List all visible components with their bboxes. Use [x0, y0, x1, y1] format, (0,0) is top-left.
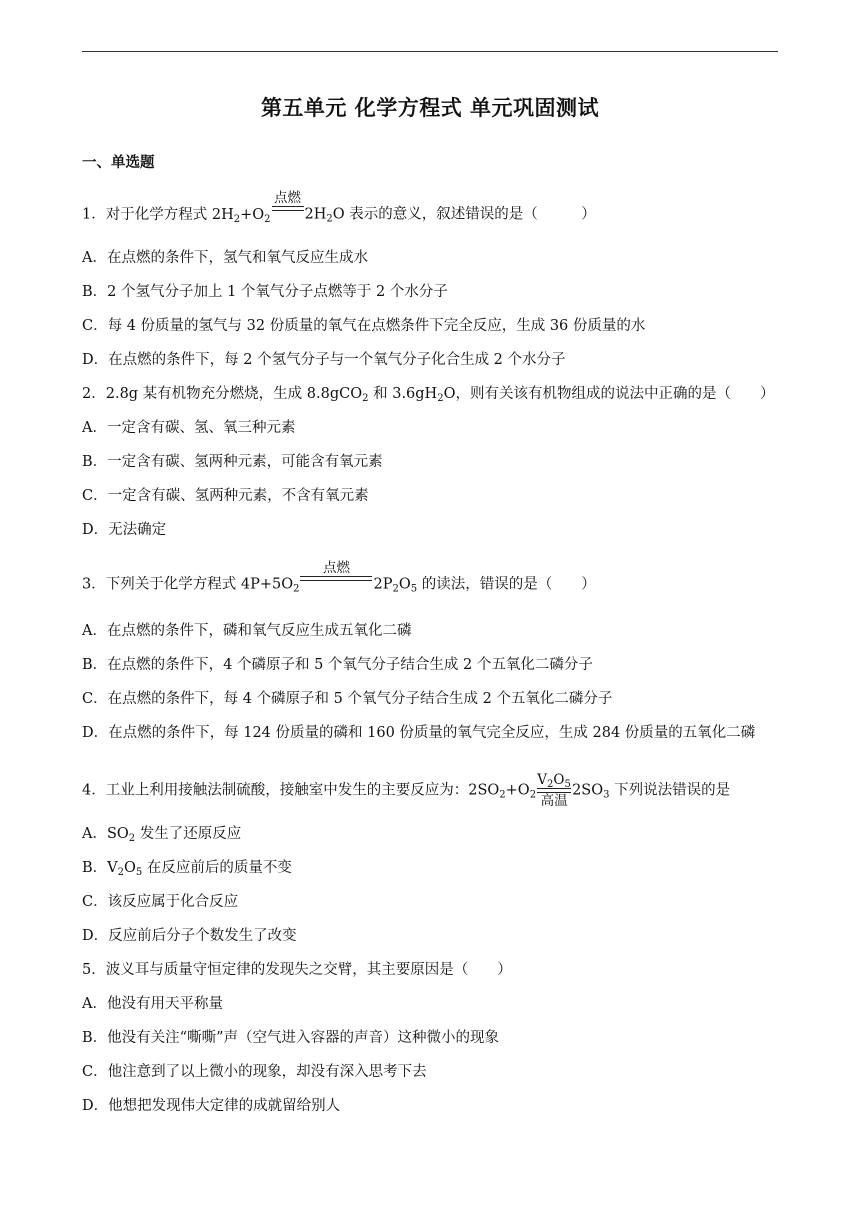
- q5-option-b: B．他没有关注“嘶嘶”声（空气进入容器的声音）这种微小的现象: [82, 1030, 499, 1046]
- q2-option-c: C．一定含有碳、氢两种元素，不含有氧元素: [82, 488, 369, 504]
- q4-option-b: B．$V_2O_5$ 在反应前后的质量不变: [82, 860, 292, 878]
- reaction-condition: 点燃: [300, 560, 372, 597]
- q1-option-a: A．在点燃的条件下，氢气和氧气反应生成水: [82, 250, 368, 266]
- question-1: 1．对于化学方程式 $2H_2+O_2$ 点燃 $2H_2O$ 表示的意义，叙述错误的是（ ）: [82, 196, 596, 233]
- header-rule: [82, 51, 778, 52]
- question-3: 3．下列关于化学方程式 $4P+5O_2$ 点燃 $2P_2O_5$ 的读法，错误的是（ ）: [82, 566, 596, 603]
- q5-option-c: C．他注意到了以上微小的现象，却没有深入思考下去: [82, 1064, 427, 1080]
- page-title: 第五单元 化学方程式 单元巩固测试: [260, 96, 600, 120]
- question-number: 1．: [82, 206, 106, 223]
- double-arrow-line: [300, 576, 372, 581]
- section-heading: 一、单选题: [82, 155, 155, 171]
- q2-option-d: D．无法确定: [82, 522, 167, 538]
- q3-option-c: C．在点燃的条件下，每 4 个磷原子和 5 个氧气分子结合生成 2 个五氧化二磷分子: [82, 691, 613, 707]
- question-4: 4．工业上利用接触法制硫酸，接触室中发生的主要反应为：$2SO_2+O_2$ $V_2O_5$ 高温 $2SO_3$ 下列说法错误的是: [82, 772, 731, 809]
- q4-option-d: D．反应前后分子个数发生了改变: [82, 928, 297, 944]
- question-2: 2．2.8g 某有机物充分燃烧，生成 8.8gCO$_2$ 和 $3.6gH_2O$，则有关该有机物组成的说法中正确的是（ ）: [82, 386, 775, 404]
- q1-option-c: C．每 4 份质量的氢气与 32 份质量的氧气在点燃条件下完全反应，生成 36 份质量的水: [82, 318, 646, 334]
- q1-option-d: D．在点燃的条件下，每 2 个氢气分子与一个氧气分子化合生成 2 个水分子: [82, 352, 566, 368]
- q5-option-a: A．他没有用天平称量: [82, 996, 223, 1012]
- q3-option-a: A．在点燃的条件下，磷和氧气反应生成五氧化二磷: [82, 623, 412, 639]
- question-number: 4．: [82, 782, 106, 799]
- q4-option-a: A．$SO_2$ 发生了还原反应: [82, 826, 242, 844]
- question-number: 3．: [82, 576, 106, 593]
- q5-option-d: D．他想把发现伟大定律的成就留给别人: [82, 1098, 341, 1114]
- q2-option-a: A．一定含有碳、氢、氧三种元素: [82, 420, 296, 436]
- q4-option-c: C．该反应属于化合反应: [82, 894, 239, 910]
- q2-option-b: B．一定含有碳、氢两种元素，可能含有氧元素: [82, 454, 383, 470]
- reaction-condition: $V_2O_5$ 高温: [537, 772, 571, 809]
- reaction-condition: 点燃: [272, 190, 304, 227]
- q3-option-b: B．在点燃的条件下，4 个磷原子和 5 个氧气分子结合生成 2 个五氧化二磷分子: [82, 657, 593, 673]
- question-number: 2．: [82, 386, 106, 402]
- question-5: 5．波义耳与质量守恒定律的发现失之交臂，其主要原因是（ ）: [82, 962, 512, 978]
- question-number: 5．: [82, 962, 106, 978]
- q1-option-b: B．2 个氢气分子加上 1 个氧气分子点燃等于 2 个水分子: [82, 284, 448, 300]
- question-text: 对于化学方程式 $2H_2+O_2$: [105, 206, 271, 225]
- double-arrow-line: [272, 206, 304, 211]
- q3-option-d: D．在点燃的条件下，每 124 份质量的磷和 160 份质量的氧气完全反应，生成 284 份质量的五氧化二磷: [82, 725, 756, 741]
